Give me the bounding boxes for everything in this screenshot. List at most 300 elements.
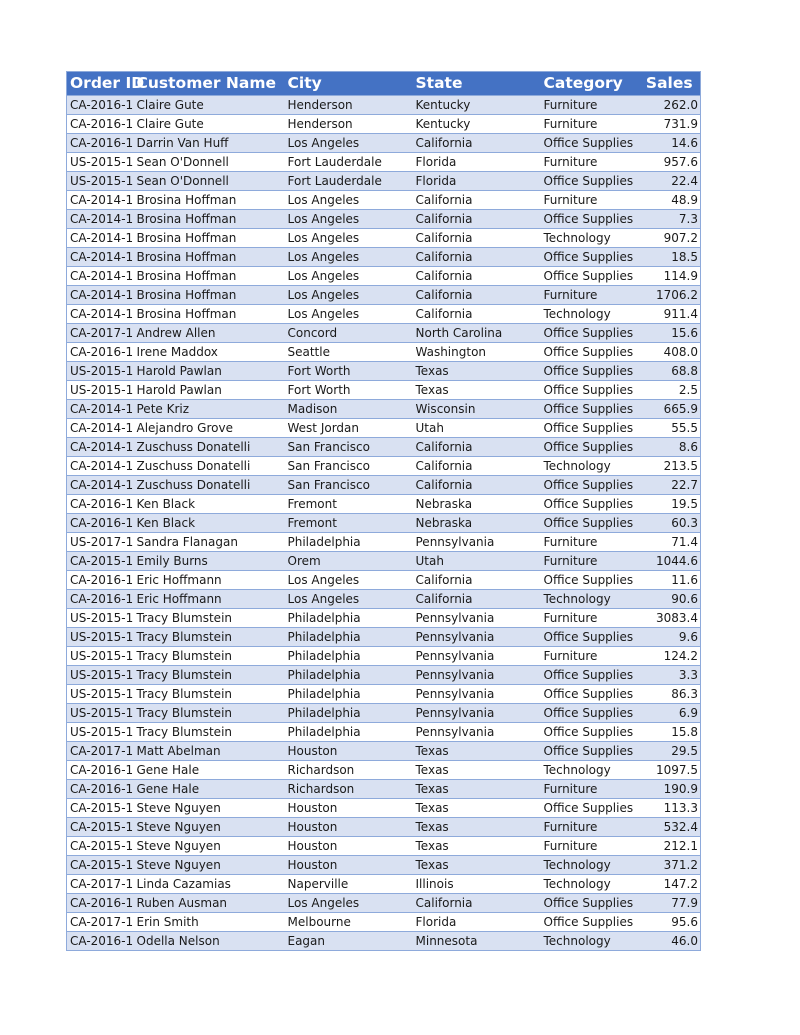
table-row [67, 191, 701, 210]
city-cell: Los Angeles [285, 191, 413, 210]
category-cell: Furniture [541, 191, 639, 210]
header-sales: Sales [645, 74, 693, 92]
category-cell: Office Supplies [541, 495, 639, 514]
city-cell: Los Angeles [285, 305, 413, 324]
order-id-cell: US-2015-1 [67, 172, 134, 191]
table-row [67, 514, 701, 533]
customer-name-cell: Erin Smith [134, 913, 285, 932]
state-cell: Texas [413, 837, 541, 856]
city-cell: Philadelphia [285, 647, 413, 666]
state-cell: California [413, 267, 541, 286]
order-id-cell: CA-2014-1 [67, 191, 134, 210]
table-row [67, 647, 701, 666]
table-row [67, 666, 701, 685]
sales-cell: 19.5 [639, 495, 701, 514]
order-id-cell: CA-2016-1 [67, 780, 134, 799]
customer-name-cell: Sandra Flanagan [134, 533, 285, 552]
customer-name-cell: Emily Burns [134, 552, 285, 571]
order-id-cell: CA-2016-1 [67, 571, 134, 590]
category-cell: Furniture [541, 780, 639, 799]
city-cell: Richardson [285, 761, 413, 780]
order-id-cell: CA-2016-1 [67, 343, 134, 362]
customer-name-cell: Steve Nguyen [134, 856, 285, 875]
customer-name-cell: Irene Maddox [134, 343, 285, 362]
state-cell: Nebraska [413, 495, 541, 514]
state-cell: California [413, 210, 541, 229]
customer-name-cell: Tracy Blumstein [134, 723, 285, 742]
category-cell: Furniture [541, 96, 639, 115]
table-row [67, 552, 701, 571]
order-id-cell: CA-2014-1 [67, 210, 134, 229]
header-state: State [415, 74, 463, 92]
sales-cell: 22.7 [639, 476, 701, 495]
city-cell: Henderson [285, 96, 413, 115]
city-cell: West Jordan [285, 419, 413, 438]
sales-cell: 7.3 [639, 210, 701, 229]
table-row [67, 628, 701, 647]
category-cell: Office Supplies [541, 438, 639, 457]
sales-cell: 15.8 [639, 723, 701, 742]
city-cell: Houston [285, 856, 413, 875]
city-cell: Fort Worth [285, 381, 413, 400]
table-header [67, 72, 701, 96]
order-id-cell: CA-2016-1 [67, 96, 134, 115]
order-id-cell: US-2015-1 [67, 362, 134, 381]
city-cell: Philadelphia [285, 609, 413, 628]
state-cell: Texas [413, 799, 541, 818]
order-id-cell: CA-2014-1 [67, 476, 134, 495]
city-cell: Philadelphia [285, 666, 413, 685]
category-cell: Office Supplies [541, 704, 639, 723]
table-body [67, 96, 701, 951]
table-row [67, 267, 701, 286]
sales-cell: 190.9 [639, 780, 701, 799]
sales-cell: 1706.2 [639, 286, 701, 305]
city-cell: Houston [285, 799, 413, 818]
customer-name-cell: Claire Gute [134, 96, 285, 115]
city-cell: Philadelphia [285, 685, 413, 704]
city-cell: Los Angeles [285, 229, 413, 248]
category-cell: Office Supplies [541, 134, 639, 153]
state-cell: Illinois [413, 875, 541, 894]
customer-name-cell: Andrew Allen [134, 324, 285, 343]
category-cell: Office Supplies [541, 685, 639, 704]
sales-cell: 55.5 [639, 419, 701, 438]
sales-cell: 957.6 [639, 153, 701, 172]
city-cell: Houston [285, 742, 413, 761]
sales-cell: 213.5 [639, 457, 701, 476]
table-row [67, 438, 701, 457]
state-cell: Pennsylvania [413, 628, 541, 647]
sales-cell: 11.6 [639, 571, 701, 590]
order-id-cell: US-2015-1 [67, 723, 134, 742]
category-cell: Office Supplies [541, 381, 639, 400]
state-cell: California [413, 134, 541, 153]
sales-cell: 48.9 [639, 191, 701, 210]
order-id-cell: CA-2014-1 [67, 305, 134, 324]
state-cell: Florida [413, 153, 541, 172]
category-cell: Technology [541, 761, 639, 780]
state-cell: Pennsylvania [413, 666, 541, 685]
customer-name-cell: Matt Abelman [134, 742, 285, 761]
order-id-cell: CA-2016-1 [67, 894, 134, 913]
state-cell: California [413, 476, 541, 495]
order-id-cell: US-2015-1 [67, 628, 134, 647]
sales-cell: 22.4 [639, 172, 701, 191]
city-cell: Fort Worth [285, 362, 413, 381]
customer-name-cell: Gene Hale [134, 761, 285, 780]
city-cell: Philadelphia [285, 723, 413, 742]
city-cell: Philadelphia [285, 704, 413, 723]
sales-cell: 665.9 [639, 400, 701, 419]
table-row [67, 704, 701, 723]
table-row [67, 362, 701, 381]
category-cell: Technology [541, 856, 639, 875]
table-row [67, 476, 701, 495]
city-cell: Philadelphia [285, 628, 413, 647]
order-id-cell: CA-2016-1 [67, 115, 134, 134]
category-cell: Technology [541, 457, 639, 476]
order-id-cell: US-2015-1 [67, 381, 134, 400]
sales-cell: 77.9 [639, 894, 701, 913]
state-cell: Pennsylvania [413, 533, 541, 552]
table-row [67, 286, 701, 305]
city-cell: San Francisco [285, 476, 413, 495]
category-cell: Furniture [541, 552, 639, 571]
state-cell: California [413, 305, 541, 324]
table-row [67, 533, 701, 552]
customer-name-cell: Steve Nguyen [134, 818, 285, 837]
category-cell: Office Supplies [541, 571, 639, 590]
sales-table [66, 71, 701, 951]
state-cell: Texas [413, 381, 541, 400]
state-cell: Florida [413, 913, 541, 932]
header-row [67, 72, 701, 96]
category-cell: Office Supplies [541, 324, 639, 343]
sales-cell: 731.9 [639, 115, 701, 134]
order-id-cell: CA-2016-1 [67, 932, 134, 951]
category-cell: Furniture [541, 647, 639, 666]
customer-name-cell: Odella Nelson [134, 932, 285, 951]
table-row [67, 761, 701, 780]
table-row [67, 457, 701, 476]
city-cell: Houston [285, 837, 413, 856]
table-row [67, 381, 701, 400]
table-row [67, 210, 701, 229]
sales-cell: 532.4 [639, 818, 701, 837]
order-id-cell: CA-2016-1 [67, 495, 134, 514]
state-cell: Pennsylvania [413, 704, 541, 723]
customer-name-cell: Zuschuss Donatelli [134, 457, 285, 476]
state-cell: Pennsylvania [413, 723, 541, 742]
state-cell: California [413, 248, 541, 267]
category-cell: Furniture [541, 609, 639, 628]
category-cell: Office Supplies [541, 913, 639, 932]
category-cell: Furniture [541, 115, 639, 134]
table-row [67, 419, 701, 438]
state-cell: California [413, 286, 541, 305]
order-id-cell: US-2015-1 [67, 647, 134, 666]
state-cell: California [413, 894, 541, 913]
state-cell: Kentucky [413, 115, 541, 134]
category-cell: Office Supplies [541, 362, 639, 381]
sales-cell: 2.5 [639, 381, 701, 400]
state-cell: Minnesota [413, 932, 541, 951]
state-cell: Pennsylvania [413, 685, 541, 704]
category-cell: Office Supplies [541, 419, 639, 438]
state-cell: Utah [413, 552, 541, 571]
city-cell: Fort Lauderdale [285, 153, 413, 172]
category-cell: Furniture [541, 818, 639, 837]
table-row [67, 913, 701, 932]
sales-cell: 408.0 [639, 343, 701, 362]
sales-cell: 46.0 [639, 932, 701, 951]
sales-cell: 3083.4 [639, 609, 701, 628]
state-cell: California [413, 571, 541, 590]
sales-cell: 14.6 [639, 134, 701, 153]
category-cell: Office Supplies [541, 248, 639, 267]
category-cell: Office Supplies [541, 267, 639, 286]
sales-cell: 911.4 [639, 305, 701, 324]
header-city: City [287, 74, 322, 92]
city-cell: Seattle [285, 343, 413, 362]
customer-name-cell: Brosina Hoffman [134, 305, 285, 324]
state-cell: California [413, 457, 541, 476]
table-row [67, 571, 701, 590]
customer-name-cell: Steve Nguyen [134, 837, 285, 856]
table-row [67, 780, 701, 799]
category-cell: Office Supplies [541, 514, 639, 533]
state-cell: Pennsylvania [413, 647, 541, 666]
order-id-cell: CA-2014-1 [67, 438, 134, 457]
city-cell: Concord [285, 324, 413, 343]
customer-name-cell: Tracy Blumstein [134, 609, 285, 628]
city-cell: Naperville [285, 875, 413, 894]
table-row [67, 875, 701, 894]
order-id-cell: CA-2015-1 [67, 837, 134, 856]
state-cell: California [413, 191, 541, 210]
table-row [67, 324, 701, 343]
sales-cell: 262.0 [639, 96, 701, 115]
city-cell: Los Angeles [285, 248, 413, 267]
table-row [67, 115, 701, 134]
sales-cell: 114.9 [639, 267, 701, 286]
header-category: Category [543, 74, 623, 92]
sales-cell: 907.2 [639, 229, 701, 248]
table-row [67, 742, 701, 761]
order-id-cell: US-2015-1 [67, 609, 134, 628]
customer-name-cell: Pete Kriz [134, 400, 285, 419]
category-cell: Office Supplies [541, 742, 639, 761]
order-id-cell: US-2015-1 [67, 666, 134, 685]
state-cell: Texas [413, 780, 541, 799]
table-row [67, 609, 701, 628]
table-row [67, 172, 701, 191]
customer-name-cell: Brosina Hoffman [134, 191, 285, 210]
table-row [67, 837, 701, 856]
city-cell: San Francisco [285, 438, 413, 457]
category-cell: Office Supplies [541, 210, 639, 229]
table-row [67, 96, 701, 115]
state-cell: Nebraska [413, 514, 541, 533]
table-row [67, 134, 701, 153]
category-cell: Office Supplies [541, 894, 639, 913]
category-cell: Technology [541, 875, 639, 894]
order-id-cell: CA-2014-1 [67, 267, 134, 286]
customer-name-cell: Linda Cazamias [134, 875, 285, 894]
order-id-cell: CA-2017-1 [67, 875, 134, 894]
sales-cell: 8.6 [639, 438, 701, 457]
table-row [67, 153, 701, 172]
city-cell: Los Angeles [285, 894, 413, 913]
order-id-cell: CA-2016-1 [67, 134, 134, 153]
state-cell: Florida [413, 172, 541, 191]
customer-name-cell: Brosina Hoffman [134, 229, 285, 248]
city-cell: Eagan [285, 932, 413, 951]
order-id-cell: CA-2014-1 [67, 457, 134, 476]
customer-name-cell: Zuschuss Donatelli [134, 438, 285, 457]
category-cell: Technology [541, 932, 639, 951]
order-id-cell: CA-2017-1 [67, 324, 134, 343]
customer-name-cell: Sean O'Donnell [134, 153, 285, 172]
customer-name-cell: Ken Black [134, 514, 285, 533]
customer-name-cell: Eric Hoffmann [134, 590, 285, 609]
category-cell: Furniture [541, 533, 639, 552]
table-row [67, 894, 701, 913]
city-cell: Melbourne [285, 913, 413, 932]
header-order-id: Order ID [70, 74, 145, 92]
customer-name-cell: Tracy Blumstein [134, 666, 285, 685]
table-row [67, 685, 701, 704]
customer-name-cell: Eric Hoffmann [134, 571, 285, 590]
header-customer-name: Customer Name [136, 74, 276, 92]
table-row [67, 818, 701, 837]
sales-cell: 90.6 [639, 590, 701, 609]
state-cell: Kentucky [413, 96, 541, 115]
sales-cell: 124.2 [639, 647, 701, 666]
customer-name-cell: Zuschuss Donatelli [134, 476, 285, 495]
order-id-cell: CA-2014-1 [67, 419, 134, 438]
sales-cell: 147.2 [639, 875, 701, 894]
customer-name-cell: Ken Black [134, 495, 285, 514]
customer-name-cell: Brosina Hoffman [134, 286, 285, 305]
city-cell: Los Angeles [285, 286, 413, 305]
city-cell: Fremont [285, 495, 413, 514]
customer-name-cell: Ruben Ausman [134, 894, 285, 913]
category-cell: Technology [541, 305, 639, 324]
table-row [67, 856, 701, 875]
sales-cell: 212.1 [639, 837, 701, 856]
sales-cell: 60.3 [639, 514, 701, 533]
customer-name-cell: Brosina Hoffman [134, 210, 285, 229]
order-id-cell: CA-2016-1 [67, 514, 134, 533]
state-cell: North Carolina [413, 324, 541, 343]
order-id-cell: CA-2015-1 [67, 552, 134, 571]
sales-cell: 15.6 [639, 324, 701, 343]
table-row [67, 723, 701, 742]
order-id-cell: US-2015-1 [67, 685, 134, 704]
customer-name-cell: Steve Nguyen [134, 799, 285, 818]
state-cell: Texas [413, 761, 541, 780]
city-cell: San Francisco [285, 457, 413, 476]
order-id-cell: CA-2015-1 [67, 799, 134, 818]
sales-cell: 68.8 [639, 362, 701, 381]
state-cell: California [413, 229, 541, 248]
category-cell: Technology [541, 590, 639, 609]
category-cell: Office Supplies [541, 343, 639, 362]
customer-name-cell: Harold Pawlan [134, 362, 285, 381]
customer-name-cell: Brosina Hoffman [134, 248, 285, 267]
city-cell: Los Angeles [285, 590, 413, 609]
city-cell: Philadelphia [285, 533, 413, 552]
city-cell: Fort Lauderdale [285, 172, 413, 191]
state-cell: California [413, 438, 541, 457]
sales-cell: 95.6 [639, 913, 701, 932]
table-row [67, 248, 701, 267]
order-id-cell: CA-2014-1 [67, 286, 134, 305]
sales-cell: 1097.5 [639, 761, 701, 780]
city-cell: Houston [285, 818, 413, 837]
order-id-cell: CA-2015-1 [67, 818, 134, 837]
category-cell: Office Supplies [541, 666, 639, 685]
sales-cell: 371.2 [639, 856, 701, 875]
table-row [67, 400, 701, 419]
table-row [67, 305, 701, 324]
category-cell: Office Supplies [541, 723, 639, 742]
customer-name-cell: Claire Gute [134, 115, 285, 134]
city-cell: Los Angeles [285, 571, 413, 590]
city-cell: Madison [285, 400, 413, 419]
sales-cell: 29.5 [639, 742, 701, 761]
category-cell: Furniture [541, 286, 639, 305]
order-id-cell: CA-2017-1 [67, 742, 134, 761]
customer-name-cell: Tracy Blumstein [134, 704, 285, 723]
table-row [67, 799, 701, 818]
order-id-cell: US-2015-1 [67, 704, 134, 723]
customer-name-cell: Sean O'Donnell [134, 172, 285, 191]
order-id-cell: CA-2016-1 [67, 761, 134, 780]
customer-name-cell: Tracy Blumstein [134, 628, 285, 647]
state-cell: Texas [413, 742, 541, 761]
sales-cell: 71.4 [639, 533, 701, 552]
category-cell: Office Supplies [541, 799, 639, 818]
order-id-cell: CA-2016-1 [67, 590, 134, 609]
sales-cell: 6.9 [639, 704, 701, 723]
order-id-cell: CA-2014-1 [67, 248, 134, 267]
category-cell: Office Supplies [541, 172, 639, 191]
state-cell: Texas [413, 818, 541, 837]
table-row [67, 229, 701, 248]
sales-cell: 86.3 [639, 685, 701, 704]
order-id-cell: US-2015-1 [67, 153, 134, 172]
order-id-cell: CA-2015-1 [67, 856, 134, 875]
table-row [67, 590, 701, 609]
customer-name-cell: Tracy Blumstein [134, 647, 285, 666]
category-cell: Office Supplies [541, 628, 639, 647]
city-cell: Orem [285, 552, 413, 571]
city-cell: Henderson [285, 115, 413, 134]
city-cell: Los Angeles [285, 267, 413, 286]
state-cell: Texas [413, 362, 541, 381]
category-cell: Office Supplies [541, 400, 639, 419]
order-id-cell: CA-2014-1 [67, 229, 134, 248]
city-cell: Los Angeles [285, 210, 413, 229]
state-cell: Pennsylvania [413, 609, 541, 628]
sales-cell: 9.6 [639, 628, 701, 647]
state-cell: California [413, 590, 541, 609]
customer-name-cell: Alejandro Grove [134, 419, 285, 438]
sales-cell: 113.3 [639, 799, 701, 818]
